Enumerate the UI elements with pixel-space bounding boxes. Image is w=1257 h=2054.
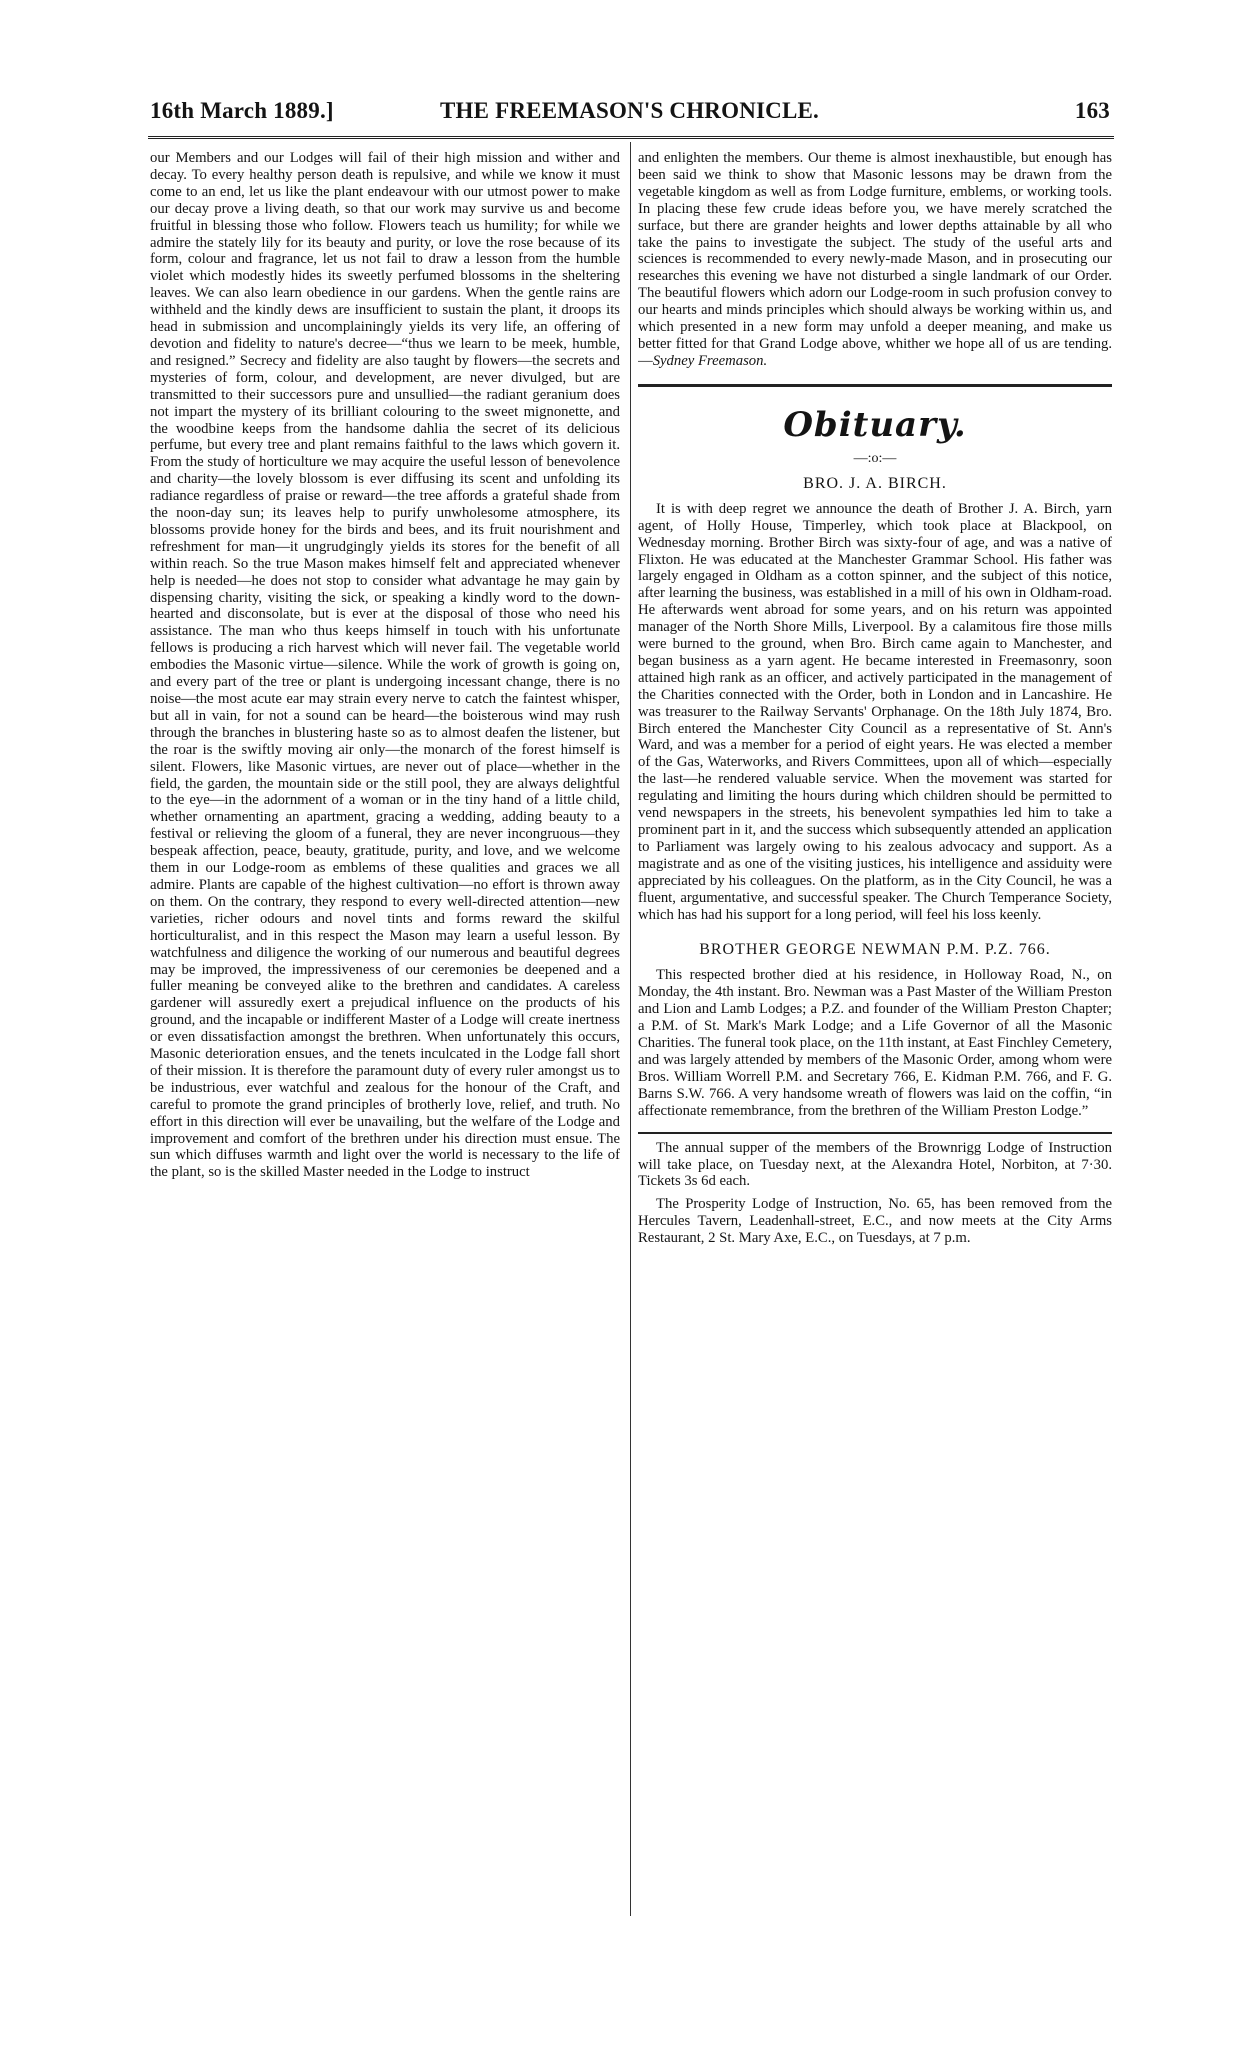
notice-brownrigg: The annual supper of the members of the Brownrigg Lodge of Instruction will take place, on Tuesday next, at the Alexandra Hotel, Norbiton, at 7·30. Tickets 3s 6d each. — [638, 1139, 1112, 1190]
article-continuation-text: our Members and our Lodges will fail of their high mission and wither and decay. To every healthy person death is repulsive, and while we know it must come to an end, let us like the plant endeavour with our utmost power to make our decay prove a living death, so that our work may survive us and become fruitful in blessing those who follow. Flowers teach us humility; for while we admire the stately lily for its beauty and purity, or love the rose because of its form, colour and fragrance, let us not fail to draw a lesson from the humble violet which modestly hides its sweetly perfumed blossoms in the sheltering leaves. We can also learn obedience in our gardens. When the gentle rains are withheld and the kindly dews are insufficient to sustain the plant, it droops its head in submission and uncomplainingly yields its very life, an offering of devotion and fidelity to nature's decree—“thus we learn to be meek, humble, and resigned.” Secrecy and fidelity are also taught by flowers—the secrets and mysteries of form, colour, and development, are never divulged, but are transmitted to their successors pure and unsullied—the radiant geranium does not impart the mystery of its brilliant colouring to the sweet mignonette, and the woodbine keeps from the handsome dahlia the secret of its delicious perfume, but every tree and plant remains faithful to the laws which govern it. From the study of horticulture we may acquire the useful lesson of benevolence and charity—the lovely blossom is ever diffusing its scent and unfolding its radiance regardless of praise or reward—the tree affords a grateful shade from the noon-day sun; its leaves help to purify unwholesome atmosphere, its blossoms provide honey for the birds and bees, and its fruit nourishment and refreshment for man—it ungrudgingly yields its stores for the benefit of all within reach. So the true Mason makes himself felt and appreciated whenever help is needed—he does not stop to consider what advantage he may gain by dispensing charity, visiting the sick, or speaking a kindly word to the down-hearted and disconsolate, but is ever at the disposal of those who need his assistance. The man who thus keeps himself in touch with his unfortunate fellows is producing a rich harvest which will never fail. The vegetable world embodies the Masonic virtue—silence. While the work of growth is going on, and every part of the tree or plant is undergoing incessant change, there is no noise—the most acute ear may strain every nerve to catch the faintest whisper, but all in vain, for not a sound can be heard—the boisterous wind may rush through the branches in blustering haste so as to almost deafen the listener, but the roar is the swiftly moving air only—the monarch of the forest himself is silent. Flowers, like Masonic virtues, are never out of place—whether in the field, the garden, the mountain side or the still pool, they are always delightful to the eye—in the adornment of a woman or in the tiny hand of a little child, whether ornamenting an apartment, gracing a wedding, adding beauty to a festival or relieving the gloom of a funeral, they are never incongruous—they bespeak affection, peace, beauty, gratitude, purity, and love, and we welcome them in our Lodge-room as emblems of these qualities and graces we all admire. Plants are capable of the highest cultivation—no effort is thrown away on them. On the contrary, they respond to every well-directed attention—new varieties, richer odours and novel tints and forms reward the skilful horticulturalist, and in this respect the Mason may learn a useful lesson. By watchfulness and diligence the working of our numerous and beautiful degrees may be improved, the impressiveness of our ceremonies be deepened and a fuller meaning be conveyed alike to the brethren and candidates. A careless gardener will assuredly exert a prejudical influence on the products of his ground, and the incapable or indifferent Master of a Lodge will create inertness or even dissatisfaction amongst the brethren. When unfortunately this occurs, Masonic deterioration ensues, and the tenets inculcated in the Lodge fall short of their mission. It is therefore the paramount duty of every ruler amongst us to be industrious, ever watchful and zealous for the honour of the Craft, and careful to promote the grand principles of brotherly love, relief, and truth. No effort in this direction will ever be unavailing, but the welfare of the Lodge and improvement and comfort of the brethren under his direction must ensue. The sun which diffuses warmth and light over the world is necessary to the life of the plant, so is the skilled Master needed in the Lodge to instruct — [150, 150, 620, 1181]
masthead — [150, 98, 1110, 132]
section-rule — [638, 384, 1112, 387]
birch-heading: BRO. J. A. BIRCH. — [803, 474, 947, 492]
left-column — [150, 150, 620, 1920]
source-attribution: Sydney Freemason. — [652, 352, 768, 369]
conclusion-text: and enlighten the members. Our theme is almost inexhaustible, but enough has been said we think to show that Masonic lessons may be drawn from the vegetable kingdom as well as from Lodge furniture, emblems, or working tools. In placing these few crude ideas before you, we have merely scratched the surface, but there are grander heights and lower depths attainable by all who take the pains to investigate the subject. The study of the useful arts and sciences is recommended to every newly-made Mason, and in prosecuting our researches this evening we have not disturbed a single landmark of our Order. The beautiful flowers which adorn our Lodge-room in such profusion convey to our hearts and minds principles which should always be working within us, and which presented in a new form may unfold a deeper meaning, and make us better fitted for that Grand Lodge above, whither we hope all of us are tending.— — [638, 150, 1112, 369]
obituary-heading: Obituary. — [783, 404, 967, 445]
publication-title: THE FREEMASON'S CHRONICLE. — [440, 98, 820, 123]
newman-heading: BROTHER GEORGE NEWMAN P.M. P.Z. 766. — [699, 941, 1051, 959]
notice-prosperity: The Prosperity Lodge of Instruction, No. 65, has been removed from the Hercules Tavern, Leadenhall-street, E.C., and now meets at the City Arms Restaurant, 2 St. Mary Axe, E.C., on Tuesdays, at 7 p.m. — [638, 1196, 1112, 1247]
masthead-rule — [148, 136, 1114, 139]
column-divider — [630, 142, 631, 1916]
newman-obituary-text: This respected brother died at his residence, in Holloway Road, N., on Monday, the 4th instant. Bro. Newman was a Past Master of the William Preston and Lion and Lamb Lodges; a P.Z. and founder of the William Preston Chapter; a P.M. of St. Mark's Mark Lodge; and a Life Governor of all the Masonic Charities. The funeral took place, on the 11th instant, at East Finchley Cemetery, and was largely attended by members of the Masonic Order, among whom were Bros. William Worrell P.M. and Secretary 766, E. Kidman P.M. 766, and F. G. Barns S.W. 766. A very handsome wreath of flowers was laid on the coffin, “in affectionate remembrance, from the brethren of the William Preston Lodge.” — [638, 967, 1112, 1119]
article-conclusion-text — [638, 150, 1112, 370]
birch-obituary-text: It is with deep regret we announce the death of Brother J. A. Birch, yarn agent, of Holly House, Timperley, which took place at Blackpool, on Wednesday morning. Brother Birch was sixty-four of age, and was a native of Flixton. He was educated at the Manchester Grammar School. His father was largely engaged in Oldham as a cotton spinner, and the subject of this notice, after learning the business, was established in a mill of his own in Oldham-road. He afterwards went abroad for some years, and on his return was appointed manager of the North Shore Mills, Liverpool. By a calamitous fire those mills were burned to the ground, when Bro. Birch came again to Manchester, and began business as a yarn agent. He became interested in Freemasonry, soon attained high rank as an officer, and actively participated in the management of the Charities connected with the Order, both in London and in Lancashire. He was treasurer to the Railway Servants' Orphanage. On the 18th July 1874, Bro. Birch entered the Manchester City Council as a representative of St. Ann's Ward, and was a member for a period of eight years. He was elected a member of the Gas, Waterworks, and Rivers Committees, upon all of which—especially the last—he rendered valuable service. When the movement was started for regulating and limiting the hours during which children should be permitted to vend newspapers in the streets, his benevolent sympathies led him to take a prominent part in it, and the success which subsequently attended an application to Parliament was largely owing to his zealous advocacy and support. As a magistrate and as one of the visiting justices, his intelligence and assiduity were appreciated by his colleagues. On the platform, as in the City Council, he was a fluent, argumentative, and successful speaker. The Church Temperance Society, which has had his support for a long period, will feel his loss keenly. — [638, 500, 1112, 923]
issue-date: 16th March 1889.] — [150, 98, 334, 123]
ornament-divider: —:o:— — [853, 450, 897, 466]
right-column — [638, 150, 1112, 1920]
page-number: 163 — [1074, 98, 1110, 123]
notices-rule — [638, 1132, 1112, 1134]
